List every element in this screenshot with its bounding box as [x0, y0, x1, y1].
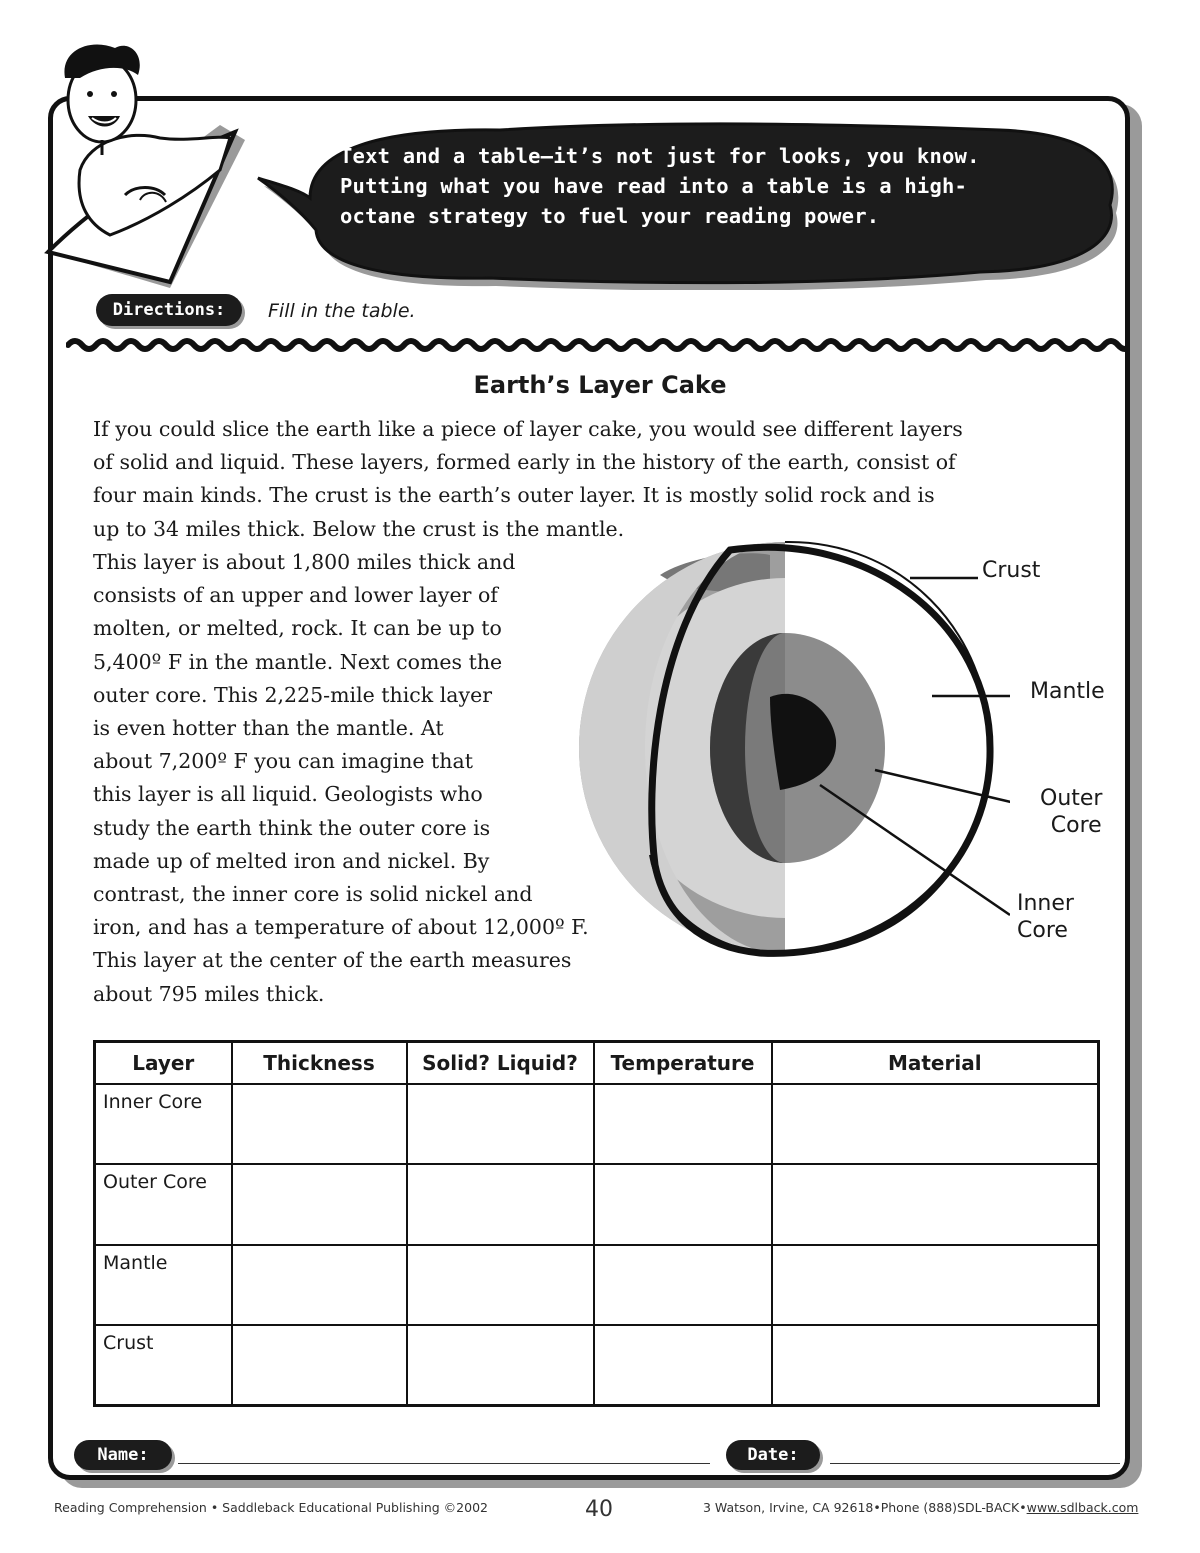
text-line: consists of an upper and lower layer of: [93, 583, 498, 608]
text-line: four main kinds. The crust is the earth’s outer layer. It is mostly solid rock and is: [93, 483, 935, 508]
speech-bubble-text: [340, 141, 1060, 231]
table-header-row: [95, 1042, 1099, 1085]
name-label: Name:: [74, 1440, 172, 1470]
outer-core-label-line: Outer: [1040, 786, 1103, 811]
answer-cell[interactable]: [407, 1325, 594, 1405]
answer-cell[interactable]: [407, 1084, 594, 1164]
text-line: about 7,200º F you can imagine that: [93, 749, 473, 774]
column-header: Thickness: [232, 1042, 407, 1085]
layers-table: [93, 1040, 1100, 1407]
crust-label: Crust: [982, 558, 1041, 583]
footer-credit: Reading Comprehension • Saddleback Educational Publishing ©2002: [54, 1500, 488, 1515]
date-label: Date:: [726, 1440, 820, 1470]
answer-cell[interactable]: [232, 1325, 407, 1405]
text-line: 5,400º F in the mantle. Next comes the: [93, 649, 503, 674]
answer-cell[interactable]: [407, 1164, 594, 1244]
text-line: contrast, the inner core is solid nickel and: [93, 882, 533, 907]
column-header: Material: [772, 1042, 1099, 1085]
article-title: Earth’s Layer Cake: [473, 371, 727, 399]
footer-contact: [703, 1500, 1138, 1515]
answer-cell[interactable]: [232, 1245, 407, 1325]
text-line: study the earth think the outer core is: [93, 815, 491, 840]
answer-cell[interactable]: [772, 1164, 1099, 1244]
wavy-divider: [66, 334, 1128, 356]
text-line: molten, or melted, rock. It can be up to: [93, 616, 502, 641]
answer-cell[interactable]: [232, 1084, 407, 1164]
earth-layers-diagram: [570, 535, 1010, 965]
bubble-line: octane strategy to fuel your reading power.: [340, 204, 880, 228]
text-line: If you could slice the earth like a piece of layer cake, you would see different layers: [93, 417, 963, 441]
answer-cell[interactable]: [594, 1084, 772, 1164]
text-line: iron, and has a temperature of about 12,000º F.: [93, 915, 589, 940]
footer-website-link[interactable]: www.sdlback.com: [1026, 1500, 1139, 1515]
column-header: Solid? Liquid?: [407, 1042, 594, 1085]
date-field[interactable]: [830, 1463, 1120, 1464]
text-line: this layer is all liquid. Geologists who: [93, 782, 483, 807]
mantle-label: Mantle: [1030, 679, 1105, 704]
text-line: up to 34 miles thick. Below the crust is the mantle.: [93, 516, 625, 541]
row-label: Outer Core: [95, 1164, 232, 1244]
answer-cell[interactable]: [594, 1245, 772, 1325]
text-line: This layer is about 1,800 miles thick and: [93, 550, 516, 574]
outer-core-label: [1040, 785, 1102, 839]
page-number: 40: [585, 1497, 613, 1522]
text-line: is even hotter than the mantle. At: [93, 716, 444, 741]
directions-text: Fill in the table.: [268, 300, 416, 322]
outer-core-label-line: Core: [1050, 813, 1102, 838]
answer-cell[interactable]: [772, 1245, 1099, 1325]
row-label: Inner Core: [95, 1084, 232, 1164]
table-row: [95, 1164, 1099, 1244]
table-row: [95, 1325, 1099, 1405]
text-line: about 795 miles thick.: [93, 981, 325, 1006]
text-line: made up of melted iron and nickel. By: [93, 848, 490, 873]
bubble-line: Text and a table—it’s not just for looks, you know.: [340, 144, 980, 168]
text-line: This layer at the center of the earth measures: [93, 948, 572, 973]
answer-cell[interactable]: [772, 1084, 1099, 1164]
inner-core-label: [1017, 890, 1074, 944]
answer-cell[interactable]: [594, 1164, 772, 1244]
text-line: outer core. This 2,225-mile thick layer: [93, 682, 493, 707]
bubble-line: Putting what you have read into a table is a high-: [340, 174, 968, 198]
name-field[interactable]: [178, 1463, 710, 1464]
directions-label: Directions:: [96, 294, 242, 326]
row-label: Crust: [95, 1325, 232, 1405]
answer-cell[interactable]: [232, 1164, 407, 1244]
row-label: Mantle: [95, 1245, 232, 1325]
article-paragraph-column: [93, 546, 653, 1011]
inner-core-label-line: Inner: [1017, 891, 1074, 916]
answer-cell[interactable]: [407, 1245, 594, 1325]
answer-cell[interactable]: [772, 1325, 1099, 1405]
inner-core-label-line: Core: [1017, 918, 1068, 943]
column-header: Layer: [95, 1042, 232, 1085]
table-row: [95, 1084, 1099, 1164]
article-paragraph-intro: [93, 413, 1103, 546]
column-header: Temperature: [594, 1042, 772, 1085]
table-row: [95, 1245, 1099, 1325]
answer-cell[interactable]: [594, 1325, 772, 1405]
text-line: of solid and liquid. These layers, formed early in the history of the earth, consist of: [93, 450, 956, 475]
footer-address: 3 Watson, Irvine, CA 92618•Phone (888)SDL-BACK•: [703, 1500, 1027, 1515]
mascot-illustration: [20, 20, 260, 290]
